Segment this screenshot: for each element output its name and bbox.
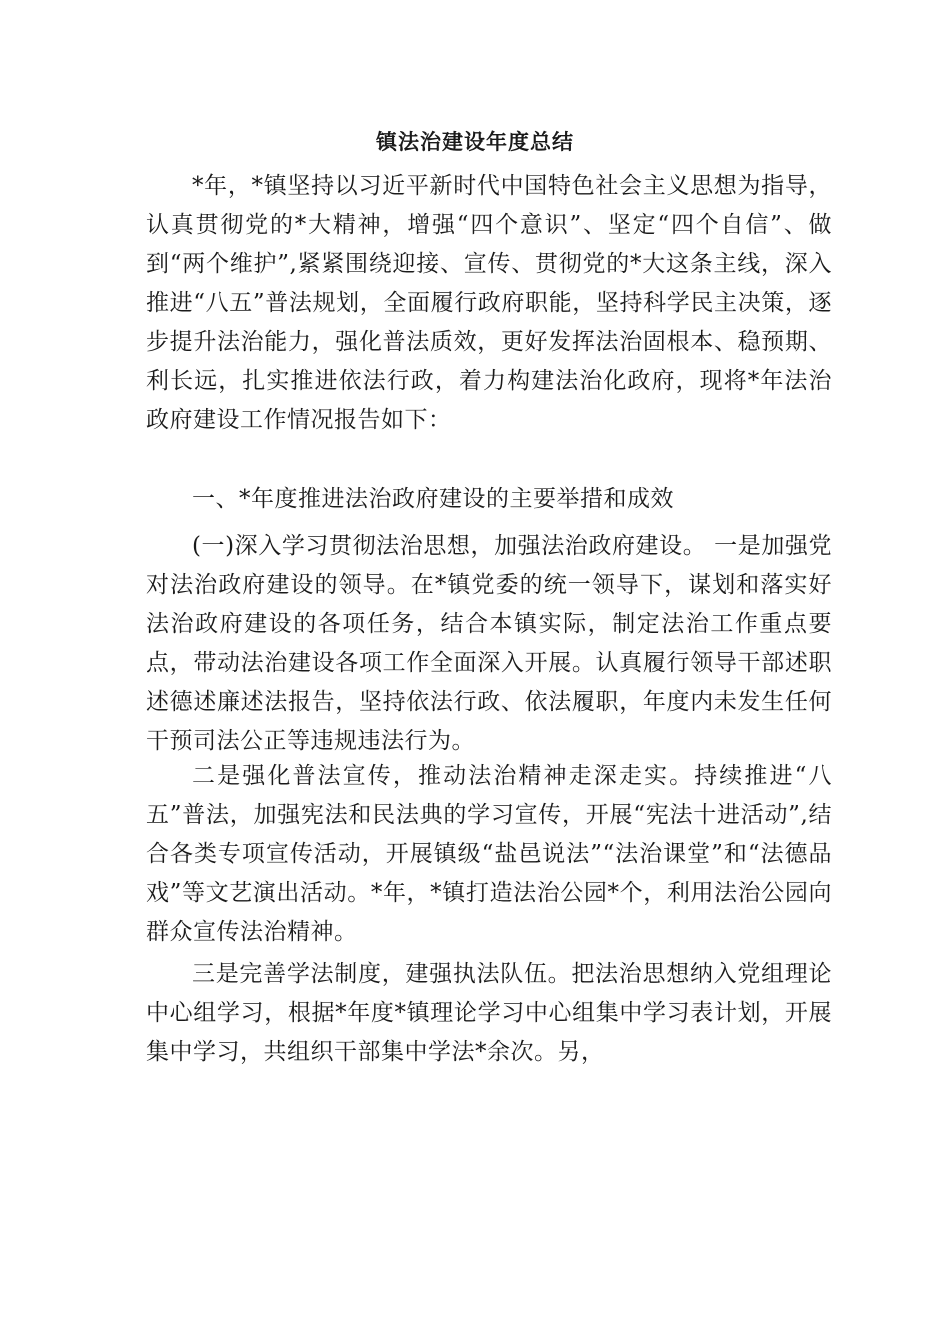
intro-paragraph: *年，*镇坚持以习近平新时代中国特色社会主义思想为指导，认真贯彻党的*大精神，增强“四个意识”、坚定“四个自信”、做到“两个维护”,紧紧围绕迎接、宣传、贯彻党的*大这条主线，深入推进“八五”普法规划，全面履行政府职能，坚持科学民主决策，逐步提升法治能力，强化普法质效，更好发挥法治固根本、稳预期、利长远，扎实推进依法行政，着力构建法治化政府，现将*年法治政府建设工作情况报告如下：: [146, 173, 832, 433]
body-paragraph: 二是强化普法宣传，推动法治精神走深走实。持续推进“八五”普法，加强宪法和民法典的学习宣传，开展“宪法十进活动”,结合各类专项宣传活动，开展镇级“盐邑说法”“法治课堂”和“法德品戏”等文艺演出活动。*年，*镇打造法治公园*个，利用法治公园向群众宣传法治精神。: [146, 763, 832, 945]
document-title: 镇法治建设年度总结: [376, 129, 574, 154]
subsection-paragraph: (一)深入学习贯彻法治思想，加强法治政府建设。 一是加强党对法治政府建设的领导。在*镇党委的统一领导下，谋划和落实好法治政府建设的各项任务，结合本镇实际，制定法治工作重点要点，带动法治建设各项工作全面深入开展。认真履行领导干部述职述德述廉述法报告，坚持依法行政、依法履职，年度内未发生任何干预司法公正等违规违法行为。: [146, 533, 832, 754]
body-paragraph: 三是完善学法制度，建强执法队伍。把法治思想纳入党组理论中心组学习，根据*年度*镇理论学习中心组集中学习表计划，开展集中学习，共组织干部集中学法*余次。另，: [146, 961, 832, 1065]
section-heading: 一、*年度推进法治政府建设的主要举措和成效: [192, 486, 674, 512]
